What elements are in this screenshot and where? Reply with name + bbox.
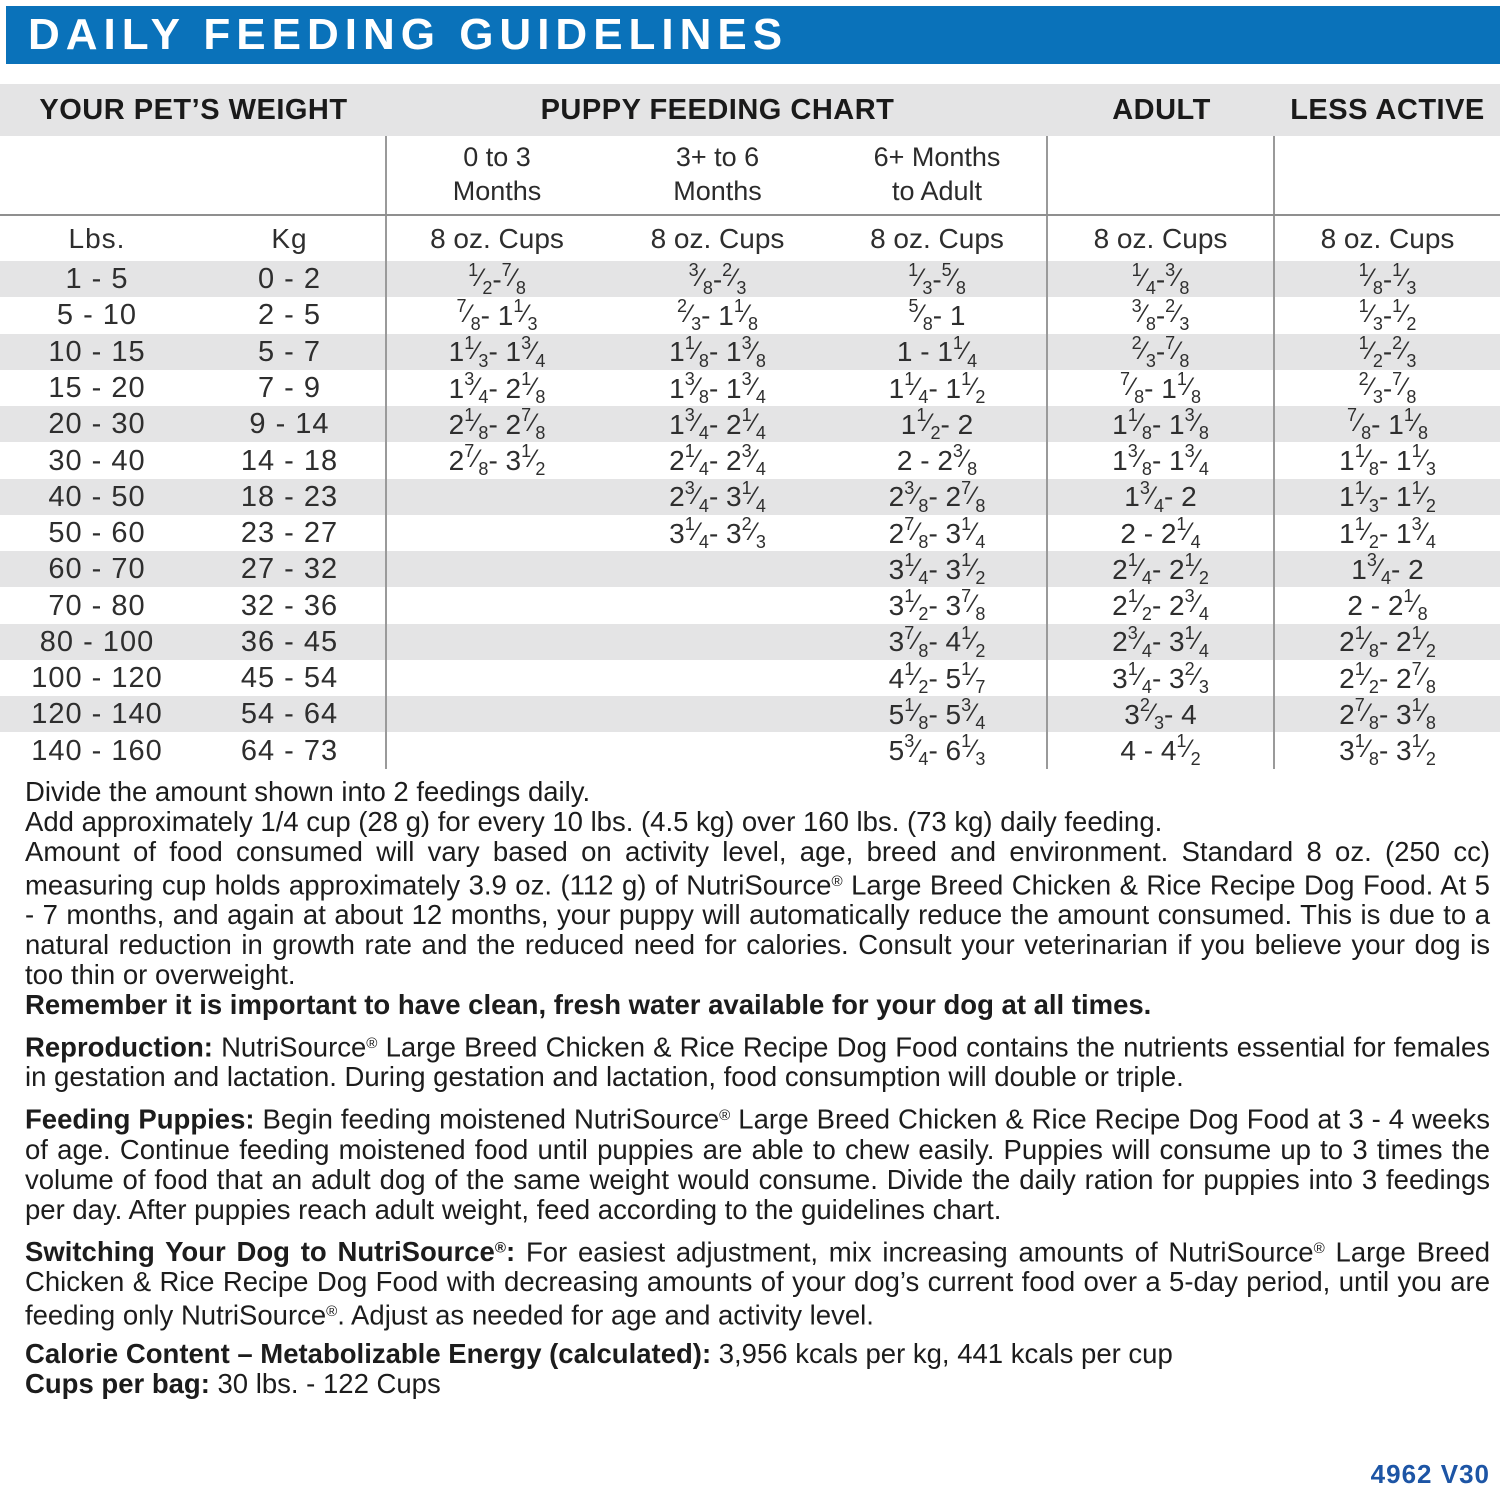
cell-adult: 2 $^3⁄_4$ - 3 $^1⁄_4$ — [1048, 624, 1275, 661]
cell-less-active: 2 $^1⁄_2$ - 2 $^7⁄_8$ — [1339, 658, 1436, 697]
cell-kg: 14 - 18 — [194, 442, 387, 479]
cell-puppy-3-6: 3 $^1⁄_4$ - 3 $^2⁄_3$ — [669, 513, 766, 552]
cell-puppy-3-6: 1 $^1⁄_8$ - 1 $^3⁄_8$ — [669, 332, 766, 371]
cell-puppy-3-6: 2 $^1⁄_4$ - 2 $^3⁄_4$ — [669, 441, 766, 480]
cell-lbs: 40 - 50 — [48, 480, 146, 513]
label-version-code: 4962 V30 — [1370, 1459, 1490, 1489]
cell-puppy-3-6: $^3⁄_8$ - $^2⁄_3$ — [688, 260, 747, 298]
cell-kg: 0 - 2 — [194, 261, 387, 298]
cell-puppy-0-3 — [387, 732, 607, 769]
cell-adult: 2 $^1⁄_2$ - 2 $^3⁄_4$ — [1048, 587, 1275, 624]
unit-cups: 8 oz. Cups — [1320, 222, 1455, 254]
note-lead: Feeding Puppies: — [25, 1103, 255, 1135]
feeding-table-body — [0, 261, 1500, 769]
cell-puppy-6-adult: 1 - 1 $^1⁄_4$ — [828, 334, 1048, 371]
table-row — [0, 551, 1500, 587]
table-group-header-row — [0, 84, 1500, 136]
cell-less-active: $^7⁄_8$ - 1 $^1⁄_8$ — [1346, 405, 1429, 444]
table-row — [0, 660, 1500, 696]
cell-less-active: 1 $^1⁄_3$ - 1 $^1⁄_2$ — [1339, 477, 1436, 516]
cell-adult: $^7⁄_8$ - 1 $^1⁄_8$ — [1048, 370, 1275, 407]
cell-puppy-6-adult: $^5⁄_8$ - 1 — [828, 297, 1048, 334]
cell-lbs: 10 - 15 — [48, 335, 146, 368]
cell-adult: 1 $^3⁄_8$ - 1 $^3⁄_4$ — [1048, 442, 1275, 479]
col-header-0-3-months — [387, 136, 607, 214]
cell-lbs: 140 - 160 — [31, 734, 163, 767]
empty-cell — [1048, 136, 1275, 214]
month-header-line: Months — [452, 176, 542, 206]
cell-adult: 2 $^1⁄_4$ - 2 $^1⁄_2$ — [1048, 551, 1275, 588]
cell-puppy-0-3: 1 $^1⁄_3$ - 1 $^3⁄_4$ — [448, 332, 546, 371]
cell-puppy-3-6 — [607, 732, 828, 769]
cell-puppy-3-6: 1 $^3⁄_8$ - 1 $^3⁄_4$ — [669, 368, 766, 407]
note-paragraph-cups-per-bag: Cups per bag: 30 lbs. - 122 Cups — [25, 1368, 441, 1400]
cell-less-active: $^1⁄_2$ - $^2⁄_3$ — [1358, 332, 1417, 371]
cell-puppy-6-adult: 5 $^3⁄_4$ - 6 $^1⁄_3$ — [828, 732, 1048, 769]
cell-less-active: 1 $^1⁄_2$ - 1 $^3⁄_4$ — [1339, 513, 1436, 552]
group-header-puppy-chart: PUPPY FEEDING CHART — [540, 93, 895, 126]
unit-cups: 8 oz. Cups — [828, 216, 1048, 261]
note-paragraph-reproduction: Reproduction: NutriSource® Large Breed Chicken & Rice Recipe Dog Food contains the nutrients essential for females in gestation and lactation. During gestation and lactation, food consumption will double or triple. — [25, 1031, 1490, 1093]
cell-lbs: 60 - 70 — [48, 553, 146, 586]
table-row — [0, 515, 1500, 551]
unit-cups: 8 oz. Cups — [650, 222, 785, 254]
month-header-line: to Adult — [891, 176, 983, 206]
note-paragraph-switching-your-dog-to-nutrisource: Switching Your Dog to NutriSource®: For easiest adjustment, mix increasing amounts of NutriSource® Large Breed Chicken & Rice Recipe Dog Food with decreasing amounts of your dog’s current food over a 5-day period, until you are feeding only NutriSource®. Adjust as needed for age and activity level. — [25, 1235, 1491, 1331]
notes-section — [0, 769, 1500, 1400]
group-header-adult: ADULT — [1112, 93, 1211, 126]
cell-puppy-0-3 — [387, 624, 607, 661]
note-paragraph: Divide the amount shown into 2 feedings daily. — [25, 775, 591, 807]
group-header-pet-weight: YOUR PET’S WEIGHT — [39, 93, 348, 126]
cell-puppy-3-6 — [607, 696, 828, 733]
cell-puppy-3-6 — [607, 660, 828, 697]
cell-kg: 36 - 45 — [194, 624, 387, 661]
col-header-6-months-adult — [828, 136, 1048, 214]
cell-puppy-6-adult: 2 $^3⁄_8$ - 2 $^7⁄_8$ — [828, 479, 1048, 516]
table-row — [0, 624, 1500, 660]
table-row — [0, 297, 1500, 333]
cell-puppy-6-adult: 1 $^1⁄_4$ - 1 $^1⁄_2$ — [828, 370, 1048, 407]
cell-puppy-3-6 — [607, 587, 828, 624]
cell-puppy-6-adult: $^1⁄_3$ - $^5⁄_8$ — [828, 261, 1048, 298]
cell-kg: 2 - 5 — [194, 297, 387, 334]
table-row — [0, 696, 1500, 732]
cell-puppy-6-adult: 5 $^1⁄_8$ - 5 $^3⁄_4$ — [828, 696, 1048, 733]
cell-puppy-3-6 — [607, 624, 828, 661]
cell-puppy-0-3 — [387, 515, 607, 552]
unit-kg: Kg — [194, 216, 387, 261]
unit-cups: 8 oz. Cups — [430, 222, 564, 254]
cell-less-active: $^2⁄_3$ - $^7⁄_8$ — [1358, 368, 1417, 407]
page-title: DAILY FEEDING GUIDELINES — [28, 10, 789, 59]
empty-cell — [0, 136, 194, 214]
cell-less-active: 1 $^1⁄_8$ - 1 $^1⁄_3$ — [1339, 441, 1436, 480]
note-lead: Switching Your Dog to NutriSource®: — [25, 1235, 516, 1267]
cell-less-active: $^1⁄_8$ - $^1⁄_3$ — [1358, 260, 1417, 298]
cell-puppy-0-3 — [387, 696, 607, 733]
cell-puppy-0-3: 2 $^1⁄_8$ - 2 $^7⁄_8$ — [448, 405, 546, 444]
note-paragraph: Amount of food consumed will vary based on activity level, age, breed and environment. Standard 8 oz. (250 cc) measuring cup holds approximately 3.9 oz. (112 g) of NutriSource® Large Breed Chicken & Rice Recipe Dog Food. At 5 - 7 months, and again at about 12 months, your puppy will automatically reduce the amount consumed. This is due to a natural reduction in growth rate and the reduced need for calories. Consult your veterinarian if you believe your dog is too thin or overweight. — [25, 835, 1490, 991]
unit-lbs: Lbs. — [68, 222, 126, 254]
cell-adult: 3 $^2⁄_3$ - 4 — [1048, 696, 1275, 733]
cell-puppy-0-3: 1 $^3⁄_4$ - 2 $^1⁄_8$ — [448, 368, 546, 407]
cell-kg: 27 - 32 — [194, 551, 387, 588]
cell-puppy-3-6: 2 $^3⁄_4$ - 3 $^1⁄_4$ — [669, 477, 766, 516]
month-header-line: 6+ Months — [873, 142, 1001, 173]
note-lead: Cups per bag: — [25, 1368, 210, 1400]
note-paragraph: Add approximately 1/4 cup (28 g) for every 10 lbs. (4.5 kg) over 160 lbs. (73 kg) daily feeding. — [25, 805, 1163, 837]
cell-adult: $^3⁄_8$ - $^2⁄_3$ — [1048, 297, 1275, 334]
cell-lbs: 120 - 140 — [31, 698, 163, 731]
note-lead: Reproduction: — [25, 1031, 213, 1063]
cell-adult: $^1⁄_4$ - $^3⁄_8$ — [1048, 261, 1275, 298]
table-row — [0, 732, 1500, 768]
col-header-3-6-months — [607, 136, 828, 214]
group-header-less-active: LESS ACTIVE — [1290, 93, 1485, 126]
table-row — [0, 261, 1500, 297]
table-row — [0, 587, 1500, 623]
cell-puppy-3-6 — [607, 551, 828, 588]
empty-cell — [1275, 136, 1500, 214]
cell-kg: 23 - 27 — [194, 515, 387, 552]
cell-lbs: 100 - 120 — [31, 662, 163, 695]
empty-cell — [194, 136, 387, 214]
cell-puppy-6-adult: 2 $^7⁄_8$ - 3 $^1⁄_4$ — [828, 515, 1048, 552]
cell-kg: 32 - 36 — [194, 587, 387, 624]
cell-kg: 9 - 14 — [194, 406, 387, 443]
cell-puppy-0-3: 2 $^7⁄_8$ - 3 $^1⁄_2$ — [448, 441, 546, 480]
unit-cups: 8 oz. Cups — [1048, 216, 1275, 261]
cell-kg: 7 - 9 — [194, 370, 387, 407]
cell-less-active: 2 $^7⁄_8$ - 3 $^1⁄_8$ — [1339, 695, 1436, 734]
cell-puppy-0-3 — [387, 660, 607, 697]
cell-less-active: 1 $^3⁄_4$ - 2 — [1351, 550, 1424, 589]
cell-lbs: 15 - 20 — [48, 372, 146, 405]
table-row — [0, 406, 1500, 442]
cell-puppy-6-adult: 3 $^7⁄_8$ - 4 $^1⁄_2$ — [828, 624, 1048, 661]
cell-puppy-3-6: $^2⁄_3$ - 1 $^1⁄_8$ — [676, 296, 759, 335]
cell-less-active: 3 $^1⁄_8$ - 3 $^1⁄_2$ — [1339, 731, 1436, 770]
note-bold-line: Remember it is important to have clean, fresh water available for your dog at all times. — [25, 989, 1152, 1021]
note-paragraph-calorie-content-metabolizable-energy-calculated: Calorie Content – Metabolizable Energy (calculated): 3,956 kcals per kg, 441 kcals per cup — [25, 1338, 1173, 1370]
cell-puppy-0-3 — [387, 551, 607, 588]
cell-adult: $^2⁄_3$ - $^7⁄_8$ — [1048, 334, 1275, 371]
cell-lbs: 5 - 10 — [56, 299, 138, 332]
cell-adult: 1 $^1⁄_8$ - 1 $^3⁄_8$ — [1048, 406, 1275, 443]
cell-less-active: $^1⁄_3$ - $^1⁄_2$ — [1358, 296, 1417, 335]
cell-lbs: 30 - 40 — [48, 444, 146, 477]
table-row — [0, 334, 1500, 370]
cell-lbs: 20 - 30 — [48, 408, 146, 441]
cell-kg: 64 - 73 — [194, 732, 387, 769]
cell-puppy-0-3 — [387, 587, 607, 624]
cell-kg: 18 - 23 — [194, 479, 387, 516]
units-header-row — [0, 216, 1500, 261]
months-header-row — [0, 136, 1500, 216]
month-header-line: 0 to 3 — [463, 142, 531, 173]
cell-lbs: 1 - 5 — [65, 263, 129, 296]
cell-puppy-6-adult: 3 $^1⁄_4$ - 3 $^1⁄_2$ — [828, 551, 1048, 588]
cell-adult: 2 - 2 $^1⁄_4$ — [1048, 515, 1275, 552]
table-row — [0, 479, 1500, 515]
cell-kg: 5 - 7 — [194, 334, 387, 371]
month-header-line: 3+ to 6 — [675, 142, 760, 173]
cell-puppy-3-6: 1 $^3⁄_4$ - 2 $^1⁄_4$ — [669, 405, 766, 444]
cell-puppy-0-3: $^7⁄_8$ - 1 $^1⁄_3$ — [456, 296, 538, 335]
cell-puppy-6-adult: 4 $^1⁄_2$ - 5 $^1⁄_7$ — [828, 660, 1048, 697]
cell-kg: 54 - 64 — [194, 696, 387, 733]
cell-kg: 45 - 54 — [194, 660, 387, 697]
cell-puppy-6-adult: 1 $^1⁄_2$ - 2 — [828, 406, 1048, 443]
table-row — [0, 442, 1500, 478]
cell-puppy-0-3 — [387, 479, 607, 516]
cell-adult: 4 - 4 $^1⁄_2$ — [1048, 732, 1275, 769]
cell-puppy-0-3: $^1⁄_2$ - $^7⁄_8$ — [468, 260, 526, 298]
cell-lbs: 80 - 100 — [39, 625, 155, 658]
banner — [6, 6, 1500, 64]
table-row — [0, 370, 1500, 406]
cell-less-active: 2 - 2 $^1⁄_8$ — [1347, 586, 1428, 625]
cell-less-active: 2 $^1⁄_8$ - 2 $^1⁄_2$ — [1339, 622, 1436, 661]
cell-adult: 3 $^1⁄_4$ - 3 $^2⁄_3$ — [1048, 660, 1275, 697]
cell-adult: 1 $^3⁄_4$ - 2 — [1048, 479, 1275, 516]
cell-puppy-6-adult: 2 - 2 $^3⁄_8$ — [828, 442, 1048, 479]
note-lead: Calorie Content – Metabolizable Energy (calculated): — [25, 1338, 712, 1370]
month-header-line: Months — [673, 176, 762, 206]
cell-puppy-6-adult: 3 $^1⁄_2$ - 3 $^7⁄_8$ — [828, 587, 1048, 624]
note-paragraph-feeding-puppies: Feeding Puppies: Begin feeding moistened NutriSource® Large Breed Chicken & Rice Recipe Dog Food at 3 - 4 weeks of age. Continue feeding moistened food until puppies are able to chew easily. Puppies will consume up to 3 times the volume of food that an adult dog of the same weight would consume. Divide the daily ration for puppies into 3 feedings per day. After puppies reach adult weight, feed according to the guidelines chart. — [25, 1103, 1490, 1225]
cell-lbs: 50 - 60 — [48, 517, 146, 550]
cell-lbs: 70 - 80 — [48, 589, 146, 622]
